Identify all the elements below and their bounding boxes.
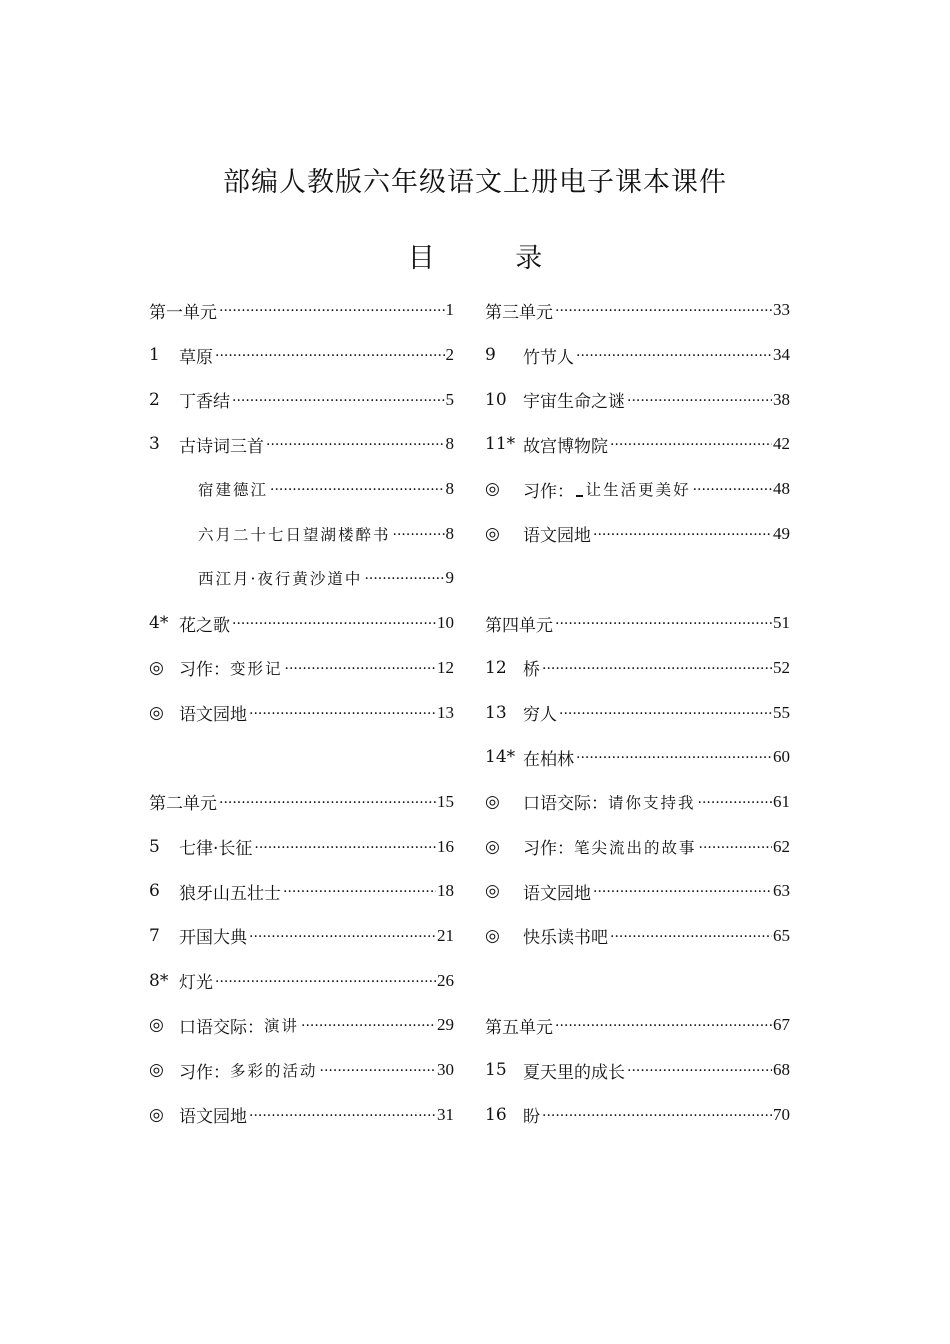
entry-title: 竹节人 bbox=[523, 347, 574, 368]
toc-entry-lesson-8[interactable] bbox=[149, 958, 454, 1003]
entry-page: 18 bbox=[437, 881, 454, 901]
entry-number: ◎ bbox=[485, 881, 500, 902]
toc-entry-unit-1[interactable] bbox=[149, 288, 454, 333]
entry-title: 习作： bbox=[179, 1062, 230, 1083]
entry-page: 8 bbox=[445, 479, 454, 499]
entry-page: 51 bbox=[773, 613, 790, 633]
entry-page: 38 bbox=[773, 389, 790, 409]
entry-page: 21 bbox=[437, 925, 454, 945]
leader-dots bbox=[301, 1015, 436, 1035]
toc-entry-lesson-14[interactable] bbox=[485, 735, 790, 780]
toc-entry-writing-2[interactable] bbox=[149, 1048, 454, 1093]
entry-number: 12 bbox=[485, 657, 507, 678]
leader-dots bbox=[593, 524, 772, 544]
leader-dots bbox=[576, 747, 772, 767]
entry-subtitle: 多彩的活动 bbox=[230, 1062, 318, 1081]
entry-title: 西江月·夜行黄沙道中 bbox=[198, 570, 363, 589]
toc-entry-lesson-5[interactable] bbox=[149, 824, 454, 869]
entry-title: 第三单元 bbox=[485, 302, 553, 323]
leader-dots bbox=[698, 792, 772, 812]
entry-title: 语文园地 bbox=[523, 526, 591, 547]
entry-title: 夏天里的成长 bbox=[523, 1062, 625, 1083]
entry-number: ◎ bbox=[149, 702, 164, 723]
toc-entry-poem-1[interactable] bbox=[149, 467, 454, 512]
entry-title: 口语交际： bbox=[523, 794, 608, 815]
entry-page: 5 bbox=[445, 389, 454, 409]
entry-title: 第四单元 bbox=[485, 615, 553, 636]
entry-page: 33 bbox=[773, 300, 790, 320]
entry-number: 8* bbox=[149, 970, 169, 991]
toc-right-column bbox=[485, 288, 790, 1137]
leader-dots bbox=[249, 703, 436, 723]
entry-page: 62 bbox=[773, 836, 790, 856]
entry-page: 1 bbox=[445, 300, 454, 320]
toc-entry-lesson-3[interactable] bbox=[149, 422, 454, 467]
entry-page: 10 bbox=[437, 613, 454, 633]
toc-entry-lesson-6[interactable] bbox=[149, 869, 454, 914]
leader-dots bbox=[559, 703, 772, 723]
entry-title: 宇宙生命之谜 bbox=[523, 392, 625, 413]
entry-page: 52 bbox=[773, 657, 790, 677]
leader-dots bbox=[254, 837, 436, 857]
toc-entry-poem-3[interactable] bbox=[149, 556, 454, 601]
entry-title: 习作： bbox=[179, 660, 230, 681]
entry-title: 第五单元 bbox=[485, 1017, 553, 1038]
toc-entry-lesson-10[interactable] bbox=[485, 377, 790, 422]
entry-page: 2 bbox=[445, 345, 454, 365]
leader-dots bbox=[270, 479, 444, 499]
leader-dots bbox=[215, 971, 436, 991]
entry-number: 13 bbox=[485, 702, 507, 723]
entry-title: 六月二十七日望湖楼醉书 bbox=[198, 525, 391, 544]
entry-subtitle: 让生活更美好 bbox=[585, 481, 691, 500]
toc-left-column bbox=[149, 288, 454, 1137]
toc-entry-reading-4[interactable] bbox=[485, 914, 790, 959]
entry-title: 草原 bbox=[179, 347, 213, 368]
leader-dots bbox=[555, 300, 772, 320]
entry-page: 30 bbox=[437, 1060, 454, 1080]
entry-page: 42 bbox=[773, 434, 790, 454]
leader-dots bbox=[576, 345, 772, 365]
entry-number: 7 bbox=[149, 925, 160, 946]
page-title: 部编人教版六年级语文上册电子课本课件 bbox=[223, 167, 727, 198]
toc-heading: 目 录 bbox=[407, 243, 579, 274]
entry-page: 49 bbox=[773, 523, 790, 543]
toc-entry-lesson-15[interactable] bbox=[485, 1048, 790, 1093]
toc-entry-lesson-11[interactable] bbox=[485, 422, 790, 467]
leader-dots bbox=[393, 524, 445, 544]
leader-dots bbox=[699, 837, 772, 857]
entry-number: 9 bbox=[485, 345, 496, 366]
entry-title: 口语交际： bbox=[179, 1017, 264, 1038]
entry-page: 70 bbox=[773, 1104, 790, 1124]
toc-entry-lesson-7[interactable] bbox=[149, 914, 454, 959]
leader-dots bbox=[249, 1105, 436, 1125]
toc-entry-garden-1[interactable] bbox=[149, 690, 454, 735]
toc-entry-lesson-16[interactable] bbox=[485, 1092, 790, 1137]
entry-title: 穷人 bbox=[523, 705, 557, 726]
entry-number: ◎ bbox=[149, 1015, 164, 1036]
entry-title: 丁香结 bbox=[179, 392, 230, 413]
entry-title: 在柏林 bbox=[523, 749, 574, 770]
entry-title: 狼牙山五壮士 bbox=[179, 883, 281, 904]
leader-dots bbox=[542, 1105, 772, 1125]
leader-dots bbox=[693, 479, 772, 499]
entry-title: 习作： bbox=[523, 839, 574, 860]
entry-page: 65 bbox=[773, 925, 790, 945]
leader-dots bbox=[219, 792, 436, 812]
entry-title: 语文园地 bbox=[179, 1107, 247, 1128]
toc-entry-writing-1[interactable] bbox=[149, 646, 454, 691]
entry-number: ◎ bbox=[485, 836, 500, 857]
entry-number: ◎ bbox=[485, 925, 500, 946]
entry-number: 15 bbox=[485, 1060, 507, 1081]
entry-number: ◎ bbox=[149, 657, 164, 678]
toc-entry-unit-3[interactable] bbox=[485, 288, 790, 333]
entry-title: 灯光 bbox=[179, 973, 213, 994]
entry-page: 60 bbox=[773, 747, 790, 767]
leader-dots bbox=[232, 613, 436, 633]
entry-page: 13 bbox=[437, 702, 454, 722]
entry-page: 63 bbox=[773, 881, 790, 901]
fill-in-blank bbox=[576, 481, 583, 497]
entry-page: 68 bbox=[773, 1060, 790, 1080]
entry-title: 故宫博物院 bbox=[523, 436, 608, 457]
leader-dots bbox=[610, 926, 772, 946]
leader-dots bbox=[249, 926, 436, 946]
entry-number: 10 bbox=[485, 389, 507, 410]
entry-title: 七律·长征 bbox=[179, 839, 253, 860]
entry-page: 15 bbox=[437, 791, 454, 811]
entry-number: ◎ bbox=[485, 791, 500, 812]
leader-dots bbox=[593, 881, 772, 901]
entry-number: ◎ bbox=[485, 523, 500, 544]
leader-dots bbox=[542, 658, 772, 678]
toc-entry-unit-4[interactable] bbox=[485, 601, 790, 646]
leader-dots bbox=[320, 1060, 436, 1080]
entry-number: 16 bbox=[485, 1104, 507, 1125]
toc-entry-lesson-4[interactable] bbox=[149, 601, 454, 646]
entry-page: 67 bbox=[773, 1015, 790, 1035]
entry-number: 6 bbox=[149, 881, 160, 902]
entry-title: 开国大典 bbox=[179, 928, 247, 949]
entry-page: 55 bbox=[773, 702, 790, 722]
entry-subtitle: 演讲 bbox=[264, 1017, 300, 1036]
toc-entry-writing-3[interactable] bbox=[485, 467, 790, 512]
toc-entry-lesson-2[interactable] bbox=[149, 377, 454, 422]
entry-page: 48 bbox=[773, 479, 790, 499]
leader-dots bbox=[215, 345, 445, 365]
toc-entry-speaking-2[interactable] bbox=[149, 1003, 454, 1048]
entry-number: 3 bbox=[149, 434, 160, 455]
entry-subtitle: 笔尖流出的故事 bbox=[574, 838, 697, 857]
entry-number: 11* bbox=[485, 434, 516, 455]
entry-number: 14* bbox=[485, 747, 516, 768]
leader-dots bbox=[555, 613, 772, 633]
leader-dots bbox=[266, 434, 445, 454]
leader-dots bbox=[232, 390, 445, 410]
entry-subtitle: 请你支持我 bbox=[608, 793, 696, 812]
entry-title: 第二单元 bbox=[149, 794, 217, 815]
entry-number: 2 bbox=[149, 389, 160, 410]
toc-entry-lesson-9[interactable] bbox=[485, 333, 790, 378]
entry-page: 31 bbox=[437, 1104, 454, 1124]
entry-title: 花之歌 bbox=[179, 615, 230, 636]
entry-title: 桥 bbox=[523, 660, 540, 681]
entry-title: 习作： bbox=[523, 481, 574, 502]
toc-entry-garden-4[interactable] bbox=[485, 869, 790, 914]
entry-number: ◎ bbox=[149, 1060, 164, 1081]
toc-entry-lesson-12[interactable] bbox=[485, 646, 790, 691]
entry-page: 12 bbox=[437, 657, 454, 677]
entry-page: 29 bbox=[437, 1015, 454, 1035]
toc-entry-lesson-13[interactable] bbox=[485, 690, 790, 735]
entry-title: 第一单元 bbox=[149, 302, 217, 323]
toc-entry-unit-5[interactable] bbox=[485, 1003, 790, 1048]
toc-entry-unit-2[interactable] bbox=[149, 780, 454, 825]
entry-page: 8 bbox=[445, 434, 454, 454]
leader-dots bbox=[627, 1060, 772, 1080]
leader-dots bbox=[610, 434, 772, 454]
entry-page: 9 bbox=[445, 568, 454, 588]
entry-subtitle: 变形记 bbox=[230, 659, 283, 678]
entry-page: 8 bbox=[445, 523, 454, 543]
entry-title: 宿建德江 bbox=[198, 481, 269, 500]
leader-dots bbox=[285, 658, 436, 678]
entry-title: 语文园地 bbox=[523, 883, 591, 904]
toc-entry-writing-4[interactable] bbox=[485, 824, 790, 869]
entry-page: 26 bbox=[437, 970, 454, 990]
entry-page: 16 bbox=[437, 836, 454, 856]
entry-title: 语文园地 bbox=[179, 705, 247, 726]
entry-title: 盼 bbox=[523, 1107, 540, 1128]
leader-dots bbox=[555, 1015, 772, 1035]
entry-title: 快乐读书吧 bbox=[523, 928, 608, 949]
leader-dots bbox=[627, 390, 772, 410]
toc-entry-lesson-1[interactable] bbox=[149, 333, 454, 378]
entry-number: 1 bbox=[149, 345, 160, 366]
entry-page: 34 bbox=[773, 345, 790, 365]
leader-dots bbox=[219, 300, 445, 320]
entry-number: ◎ bbox=[485, 479, 500, 500]
toc-entry-poem-2[interactable] bbox=[149, 511, 454, 556]
toc-entry-speaking-4[interactable] bbox=[485, 780, 790, 825]
entry-number: ◎ bbox=[149, 1104, 164, 1125]
toc-entry-garden-3[interactable] bbox=[485, 511, 790, 556]
entry-title: 古诗词三首 bbox=[179, 436, 264, 457]
leader-dots bbox=[364, 568, 444, 588]
entry-number: 4* bbox=[149, 613, 169, 634]
entry-page: 61 bbox=[773, 791, 790, 811]
toc-entry-garden-2[interactable] bbox=[149, 1092, 454, 1137]
leader-dots bbox=[283, 881, 436, 901]
entry-number: 5 bbox=[149, 836, 160, 857]
